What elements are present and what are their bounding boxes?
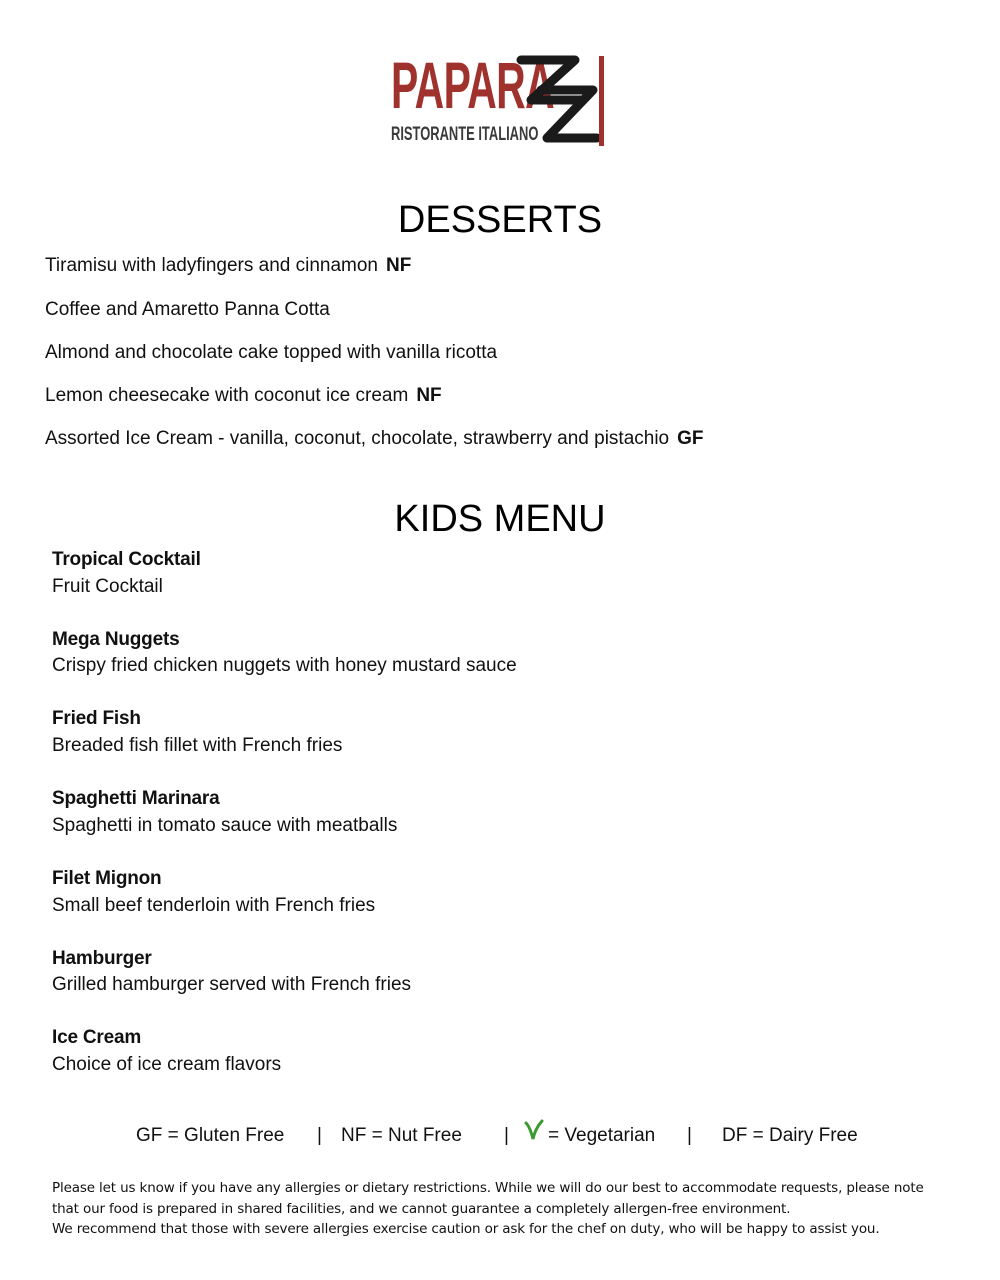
dessert-text: Assorted Ice Cream - vanilla, coconut, chocolate, strawberry and pistachio [45, 428, 670, 449]
kids-item-name: Hamburger [52, 948, 152, 969]
kids-item-name: Tropical Cocktail [52, 549, 201, 570]
logo-subtitle: RISTORANTE ITALIANO [391, 124, 539, 145]
kids-item-desc: Breaded fish fillet with French fries [52, 735, 343, 756]
dessert-text: Tiramisu with ladyfingers and cinnamon [45, 255, 379, 276]
dessert-item [45, 341, 497, 365]
dessert-text: Lemon cheesecake with coconut ice cream [45, 385, 409, 406]
logo-bar [599, 56, 604, 146]
allergy-note-line: Please let us know if you have any allergies or dietary restrictions. While we will do our best to accommodate requests, please note [52, 1180, 924, 1196]
dessert-tag: NF [416, 385, 442, 406]
vegetarian-icon [524, 1119, 544, 1150]
kids-item-desc: Spaghetti in tomato sauce with meatballs [52, 815, 398, 836]
legend-separator: | [687, 1125, 692, 1146]
kids-item-desc: Grilled hamburger served with French fries [52, 974, 412, 995]
legend-gluten-free: GF = Gluten Free [136, 1125, 285, 1146]
legend-nut-free: NF = Nut Free [341, 1125, 462, 1146]
kids-item-desc: Fruit Cocktail [52, 576, 163, 597]
dessert-text: Coffee and Amaretto Panna Cotta [45, 299, 330, 320]
dessert-item [45, 384, 442, 408]
desserts-title: DESSERTS [397, 199, 603, 241]
dessert-tag: NF [386, 255, 412, 276]
allergy-note-line: We recommend that those with severe allergies exercise caution or ask for the chef on duty, who will be happy to assist you. [52, 1221, 880, 1237]
legend-vegetarian: = Vegetarian [548, 1125, 656, 1146]
kids-item-desc: Crispy fried chicken nuggets with honey mustard sauce [52, 655, 517, 676]
legend-separator: | [504, 1125, 509, 1146]
kids-item-desc: Small beef tenderloin with French fries [52, 895, 376, 916]
restaurant-logo [388, 50, 612, 150]
kids-menu-title: KIDS MENU [394, 498, 606, 540]
dessert-item [45, 427, 704, 451]
dessert-item [45, 298, 330, 322]
kids-item-name: Ice Cream [52, 1027, 142, 1048]
kids-item-name: Mega Nuggets [52, 629, 180, 650]
kids-item-name: Spaghetti Marinara [52, 788, 220, 809]
logo-wordmark: PAPARA [391, 48, 555, 122]
dessert-item [45, 254, 411, 278]
allergy-note-line: that our food is prepared in shared facilities, and we cannot guarantee a completely allergen-free environment. [52, 1200, 791, 1217]
legend-dairy-free: DF = Dairy Free [722, 1125, 858, 1146]
legend-separator: | [317, 1125, 322, 1146]
kids-item-name: Fried Fish [52, 708, 141, 729]
dessert-text: Almond and chocolate cake topped with vanilla ricotta [45, 342, 498, 363]
kids-item-name: Filet Mignon [52, 868, 162, 889]
allergy-note [52, 1178, 952, 1240]
dessert-tag: GF [677, 428, 704, 449]
kids-item-desc: Choice of ice cream flavors [52, 1054, 282, 1075]
